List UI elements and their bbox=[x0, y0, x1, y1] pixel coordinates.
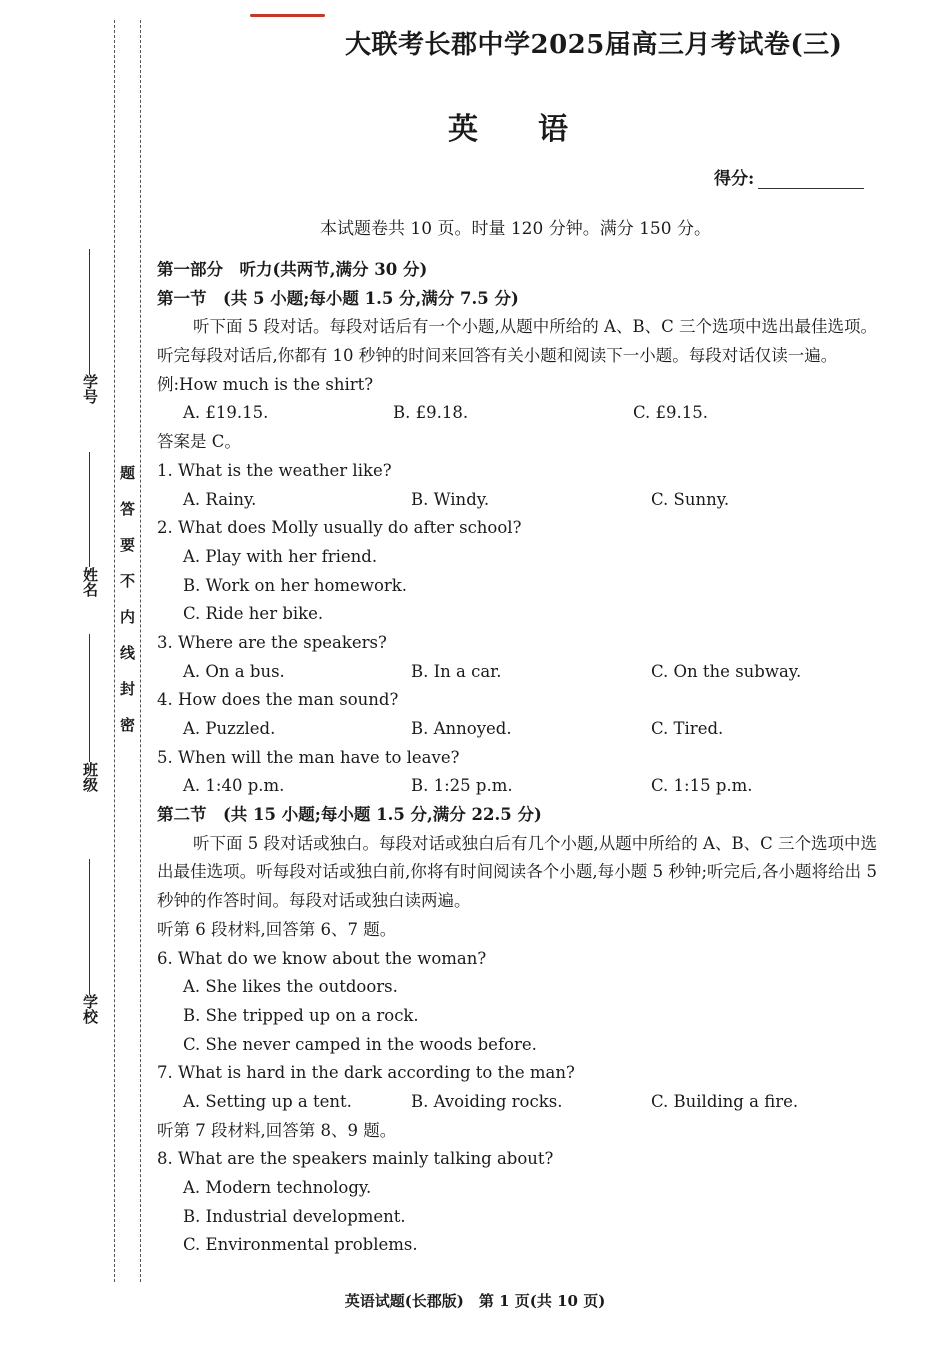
option: C. £9.15. bbox=[633, 403, 709, 423]
page-footer: 英语试题(长郡版) 第 1 页(共 10 页) bbox=[344, 1292, 606, 1310]
student-id-underline bbox=[89, 249, 91, 374]
subject-title: 英语 bbox=[448, 112, 628, 147]
binding-line-outer bbox=[114, 20, 115, 1282]
example-question: 例:How much is the shirt? bbox=[157, 374, 374, 394]
question-1: 1. What is the weather like? bbox=[157, 460, 392, 480]
option: C. 1:15 p.m. bbox=[651, 776, 753, 796]
option: B. £9.18. bbox=[393, 403, 469, 423]
question-8: 8. What are the speakers mainly talking about? bbox=[157, 1149, 554, 1169]
question-1-options bbox=[157, 486, 877, 515]
red-ink-mark bbox=[250, 14, 325, 17]
name-label: 姓名 bbox=[81, 567, 99, 597]
material-7-note: 听第 7 段材料,回答第 8、9 题。 bbox=[157, 1120, 397, 1140]
question-4-options bbox=[157, 715, 877, 744]
seal-line-notice bbox=[120, 455, 135, 743]
seal-char: 题 bbox=[120, 464, 136, 482]
example-answer: 答案是 C。 bbox=[157, 432, 241, 452]
seal-char: 内 bbox=[120, 608, 136, 626]
student-id-label: 学号 bbox=[81, 374, 99, 404]
option: A. 1:40 p.m. bbox=[183, 776, 285, 796]
example-options bbox=[157, 399, 877, 428]
option: C. Sunny. bbox=[651, 489, 730, 509]
option: A. Modern technology. bbox=[183, 1178, 372, 1198]
binding-line-inner bbox=[140, 20, 141, 1282]
question-4: 4. How does the man sound? bbox=[157, 690, 399, 710]
option: B. Annoyed. bbox=[411, 719, 512, 739]
exam-intro: 本试题卷共 10 页。时量 120 分钟。满分 150 分。 bbox=[320, 219, 711, 239]
name-underline bbox=[89, 452, 91, 567]
option: B. Work on her homework. bbox=[183, 575, 408, 595]
question-3-options bbox=[157, 658, 877, 687]
section1-title: 第一节 (共 5 小题;每小题 1.5 分,满分 7.5 分) bbox=[157, 288, 519, 308]
question-7-options bbox=[157, 1088, 877, 1117]
option: B. Industrial development. bbox=[183, 1206, 406, 1226]
seal-char: 要 bbox=[120, 536, 136, 554]
option: C. On the subway. bbox=[651, 661, 802, 681]
option: B. In a car. bbox=[411, 661, 502, 681]
seal-char: 密 bbox=[120, 716, 136, 734]
option: C. Tired. bbox=[651, 719, 724, 739]
seal-char: 答 bbox=[120, 500, 136, 518]
school-field[interactable] bbox=[78, 855, 102, 1024]
class-underline bbox=[89, 634, 91, 762]
seal-char: 线 bbox=[120, 644, 136, 662]
option: A. £19.15. bbox=[183, 403, 269, 423]
question-2: 2. What does Molly usually do after school? bbox=[157, 518, 522, 538]
score-blank[interactable] bbox=[758, 170, 864, 189]
option: C. She never camped in the woods before. bbox=[183, 1034, 537, 1054]
option: B. 1:25 p.m. bbox=[411, 776, 513, 796]
option: B. Windy. bbox=[411, 489, 490, 509]
option: C. Building a fire. bbox=[651, 1092, 799, 1112]
score-field[interactable] bbox=[714, 164, 864, 189]
option: A. Rainy. bbox=[183, 489, 257, 509]
school-underline bbox=[89, 859, 91, 994]
question-5-options bbox=[157, 772, 877, 801]
option: A. Setting up a tent. bbox=[183, 1092, 352, 1112]
option: C. Environmental problems. bbox=[183, 1235, 418, 1255]
student-id-field[interactable] bbox=[78, 245, 102, 404]
seal-char: 封 bbox=[120, 680, 136, 698]
score-label: 得分: bbox=[714, 169, 755, 189]
option: A. Play with her friend. bbox=[183, 546, 378, 566]
school-label: 学校 bbox=[81, 994, 99, 1024]
class-label: 班级 bbox=[81, 762, 99, 792]
material-6-note: 听第 6 段材料,回答第 6、7 题。 bbox=[157, 919, 397, 939]
name-field[interactable] bbox=[78, 448, 102, 597]
option: A. Puzzled. bbox=[183, 719, 276, 739]
class-field[interactable] bbox=[78, 630, 102, 792]
option: B. Avoiding rocks. bbox=[411, 1092, 563, 1112]
option: A. On a bus. bbox=[183, 661, 285, 681]
section2-title: 第二节 (共 15 小题;每小题 1.5 分,满分 22.5 分) bbox=[157, 805, 542, 825]
seal-char: 不 bbox=[120, 572, 136, 590]
question-6: 6. What do we know about the woman? bbox=[157, 948, 487, 968]
question-5: 5. When will the man have to leave? bbox=[157, 747, 460, 767]
section2-instructions: 听下面 5 段对话或独白。每段对话或独白后有几个小题,从题中所给的 A、B、C 三个选项中选出最佳选项。听每段对话或独白前,你将有时间阅读各个小题,每小题 5 秒钟;听完后,各小题将给出 5 秒钟的作答时间。每段对话或独白读两遍。 bbox=[157, 833, 877, 911]
exam-title: 大联考长郡中学2025届高三月考试卷(三) bbox=[345, 30, 843, 60]
section1-instructions: 听下面 5 段对话。每段对话后有一个小题,从题中所给的 A、B、C 三个选项中选出最佳选项。听完每段对话后,你都有 10 秒钟的时间来回答有关小题和阅读下一小题。每段对话仅读一遍。 bbox=[157, 317, 877, 366]
option: C. Ride her bike. bbox=[183, 604, 324, 624]
question-3: 3. Where are the speakers? bbox=[157, 632, 387, 652]
option: B. She tripped up on a rock. bbox=[183, 1005, 419, 1025]
option: A. She likes the outdoors. bbox=[183, 977, 398, 997]
part1-title: 第一部分 听力(共两节,满分 30 分) bbox=[157, 260, 428, 279]
question-7: 7. What is hard in the dark according to the man? bbox=[157, 1063, 575, 1083]
exam-content bbox=[157, 256, 877, 1260]
